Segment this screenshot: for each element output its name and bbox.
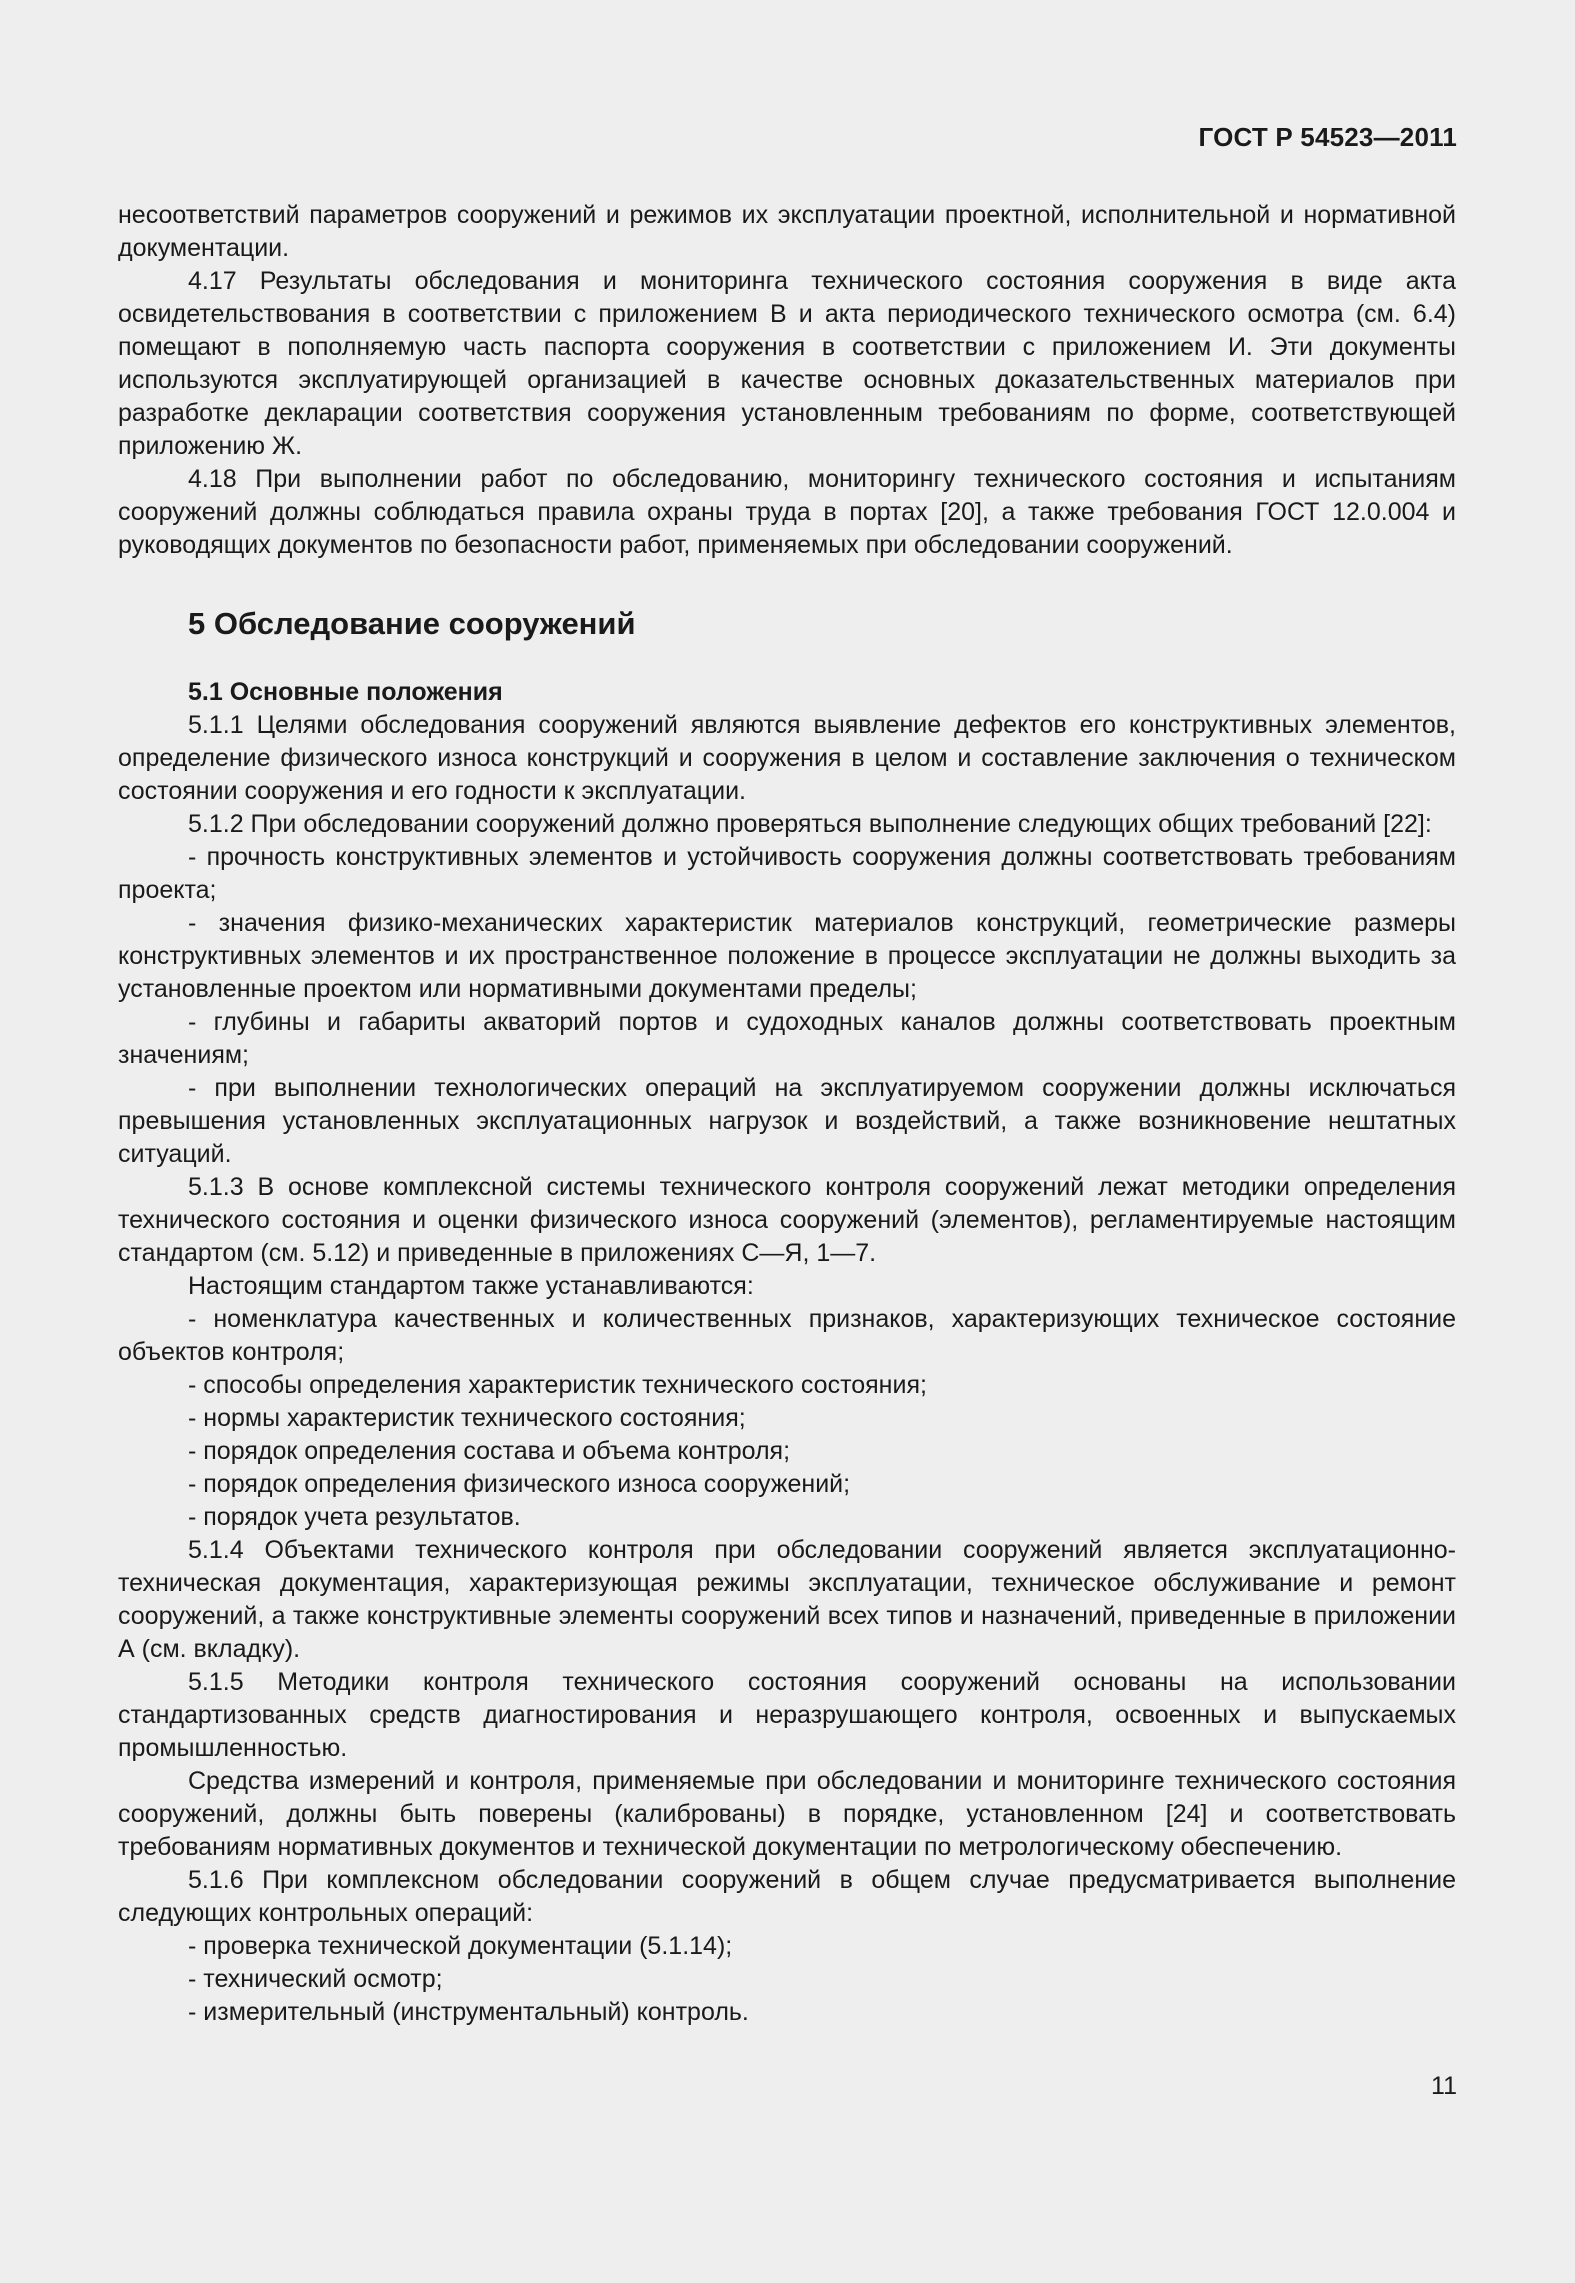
list-item: - при выполнении технологических операций на эксплуатируемом сооружении должны исключаться превышения установленных эксплуатационных нагрузок и воздействий, а также возникновение нештатных ситуаций. bbox=[118, 1074, 1456, 1168]
paragraph-5-1-5: 5.1.5 Методики контроля технического состояния сооружений основаны на использовании стандартизованных средств диагностирования и неразрушающего контроля, освоенных и выпускаемых промышленностью. bbox=[118, 1668, 1456, 1762]
document-code-header: ГОСТ Р 54523—2011 bbox=[1198, 122, 1457, 152]
paragraph-5-1-6: 5.1.6 При комплексном обследовании сооружений в общем случае предусматривается выполнение следующих контрольных операций: bbox=[118, 1866, 1456, 1927]
list-item: - порядок определения состава и объема контроля; bbox=[188, 1437, 791, 1465]
paragraph-4-17: 4.17 Результаты обследования и мониторинга технического состояния сооружения в виде акта освидетельствования в соответствии с приложением В и акта периодического технического осмотра (см. 6.4) помещают в пополняемую часть паспорта сооружения в соответствии с приложением И. Эти документы используются эксплуатирующей организацией в качестве основных доказательственных материалов при разработке декларации соответствия сооружения установленным требованиям по форме, соответствующей приложению Ж. bbox=[118, 267, 1456, 460]
page-content bbox=[118, 199, 1456, 2029]
page-number: 11 bbox=[1431, 2072, 1457, 2100]
list-item: - технический осмотр; bbox=[188, 1965, 443, 1993]
paragraph-5-1-4: 5.1.4 Объектами технического контроля при обследовании сооружений является эксплуатационно-техническая документация, характеризующая режимы эксплуатации, техническое обслуживание и ремонт сооружений, а также конструктивные элементы сооружений всех типов и назначений, приведенные в приложении А (см. вкладку). bbox=[118, 1536, 1456, 1663]
list-item: - порядок определения физического износа сооружений; bbox=[188, 1470, 851, 1498]
paragraph: Средства измерений и контроля, применяемые при обследовании и мониторинге технического состояния сооружений, должны быть поверены (калиброваны) в порядке, установленном [24] и соответствовать требованиям нормативных документов и технической документации по метрологическому обеспечению. bbox=[118, 1767, 1456, 1861]
list-item: - измерительный (инструментальный) контроль. bbox=[188, 1998, 749, 2026]
paragraph-4-18: 4.18 При выполнении работ по обследованию, мониторингу технического состояния и испытаниям сооружений должны соблюдаться правила охраны труда в портах [20], а также требования ГОСТ 12.0.004 и руководящих документов по безопасности работ, применяемых при обследовании сооружений. bbox=[118, 465, 1456, 559]
list-item: - нормы характеристик технического состояния; bbox=[188, 1404, 746, 1432]
paragraph: несоответствий параметров сооружений и режимов их эксплуатации проектной, исполнительной и нормативной документации. bbox=[118, 201, 1456, 262]
paragraph-5-1-3: 5.1.3 В основе комплексной системы технического контроля сооружений лежат методики определения технического состояния и оценки физического износа сооружений (элементов), регламентируемые настоящим стандартом (см. 5.12) и приведенные в приложениях С—Я, 1—7. bbox=[118, 1173, 1456, 1267]
list-item: - прочность конструктивных элементов и устойчивость сооружения должны соответствовать требованиям проекта; bbox=[118, 843, 1456, 904]
list-item: - порядок учета результатов. bbox=[188, 1503, 521, 1531]
paragraph-5-1-2: 5.1.2 При обследовании сооружений должно проверяться выполнение следующих общих требований [22]: bbox=[188, 810, 1432, 838]
list-item: - глубины и габариты акваторий портов и судоходных каналов должны соответствовать проектным значениям; bbox=[118, 1008, 1456, 1069]
paragraph: Настоящим стандартом также устанавливаются: bbox=[188, 1272, 754, 1300]
list-item: - значения физико-механических характеристик материалов конструкций, геометрические размеры конструктивных элементов и их пространственное положение в процессе эксплуатации не должны выходить за установленные проектом или нормативными документами пределы; bbox=[118, 909, 1456, 1003]
paragraph-5-1-1: 5.1.1 Целями обследования сооружений являются выявление дефектов его конструктивных элементов, определение физического износа конструкций и сооружения в целом и составление заключения о техническом состоянии сооружения и его годности к эксплуатации. bbox=[118, 711, 1456, 805]
list-item: - способы определения характеристик технического состояния; bbox=[188, 1371, 927, 1399]
section-title: 5 Обследование сооружений bbox=[188, 606, 636, 641]
list-item: - номенклатура качественных и количественных признаков, характеризующих техническое состояние объектов контроля; bbox=[118, 1305, 1456, 1366]
list-item: - проверка технической документации (5.1.14); bbox=[188, 1932, 733, 1960]
subsection-title: 5.1 Основные положения bbox=[188, 678, 503, 706]
